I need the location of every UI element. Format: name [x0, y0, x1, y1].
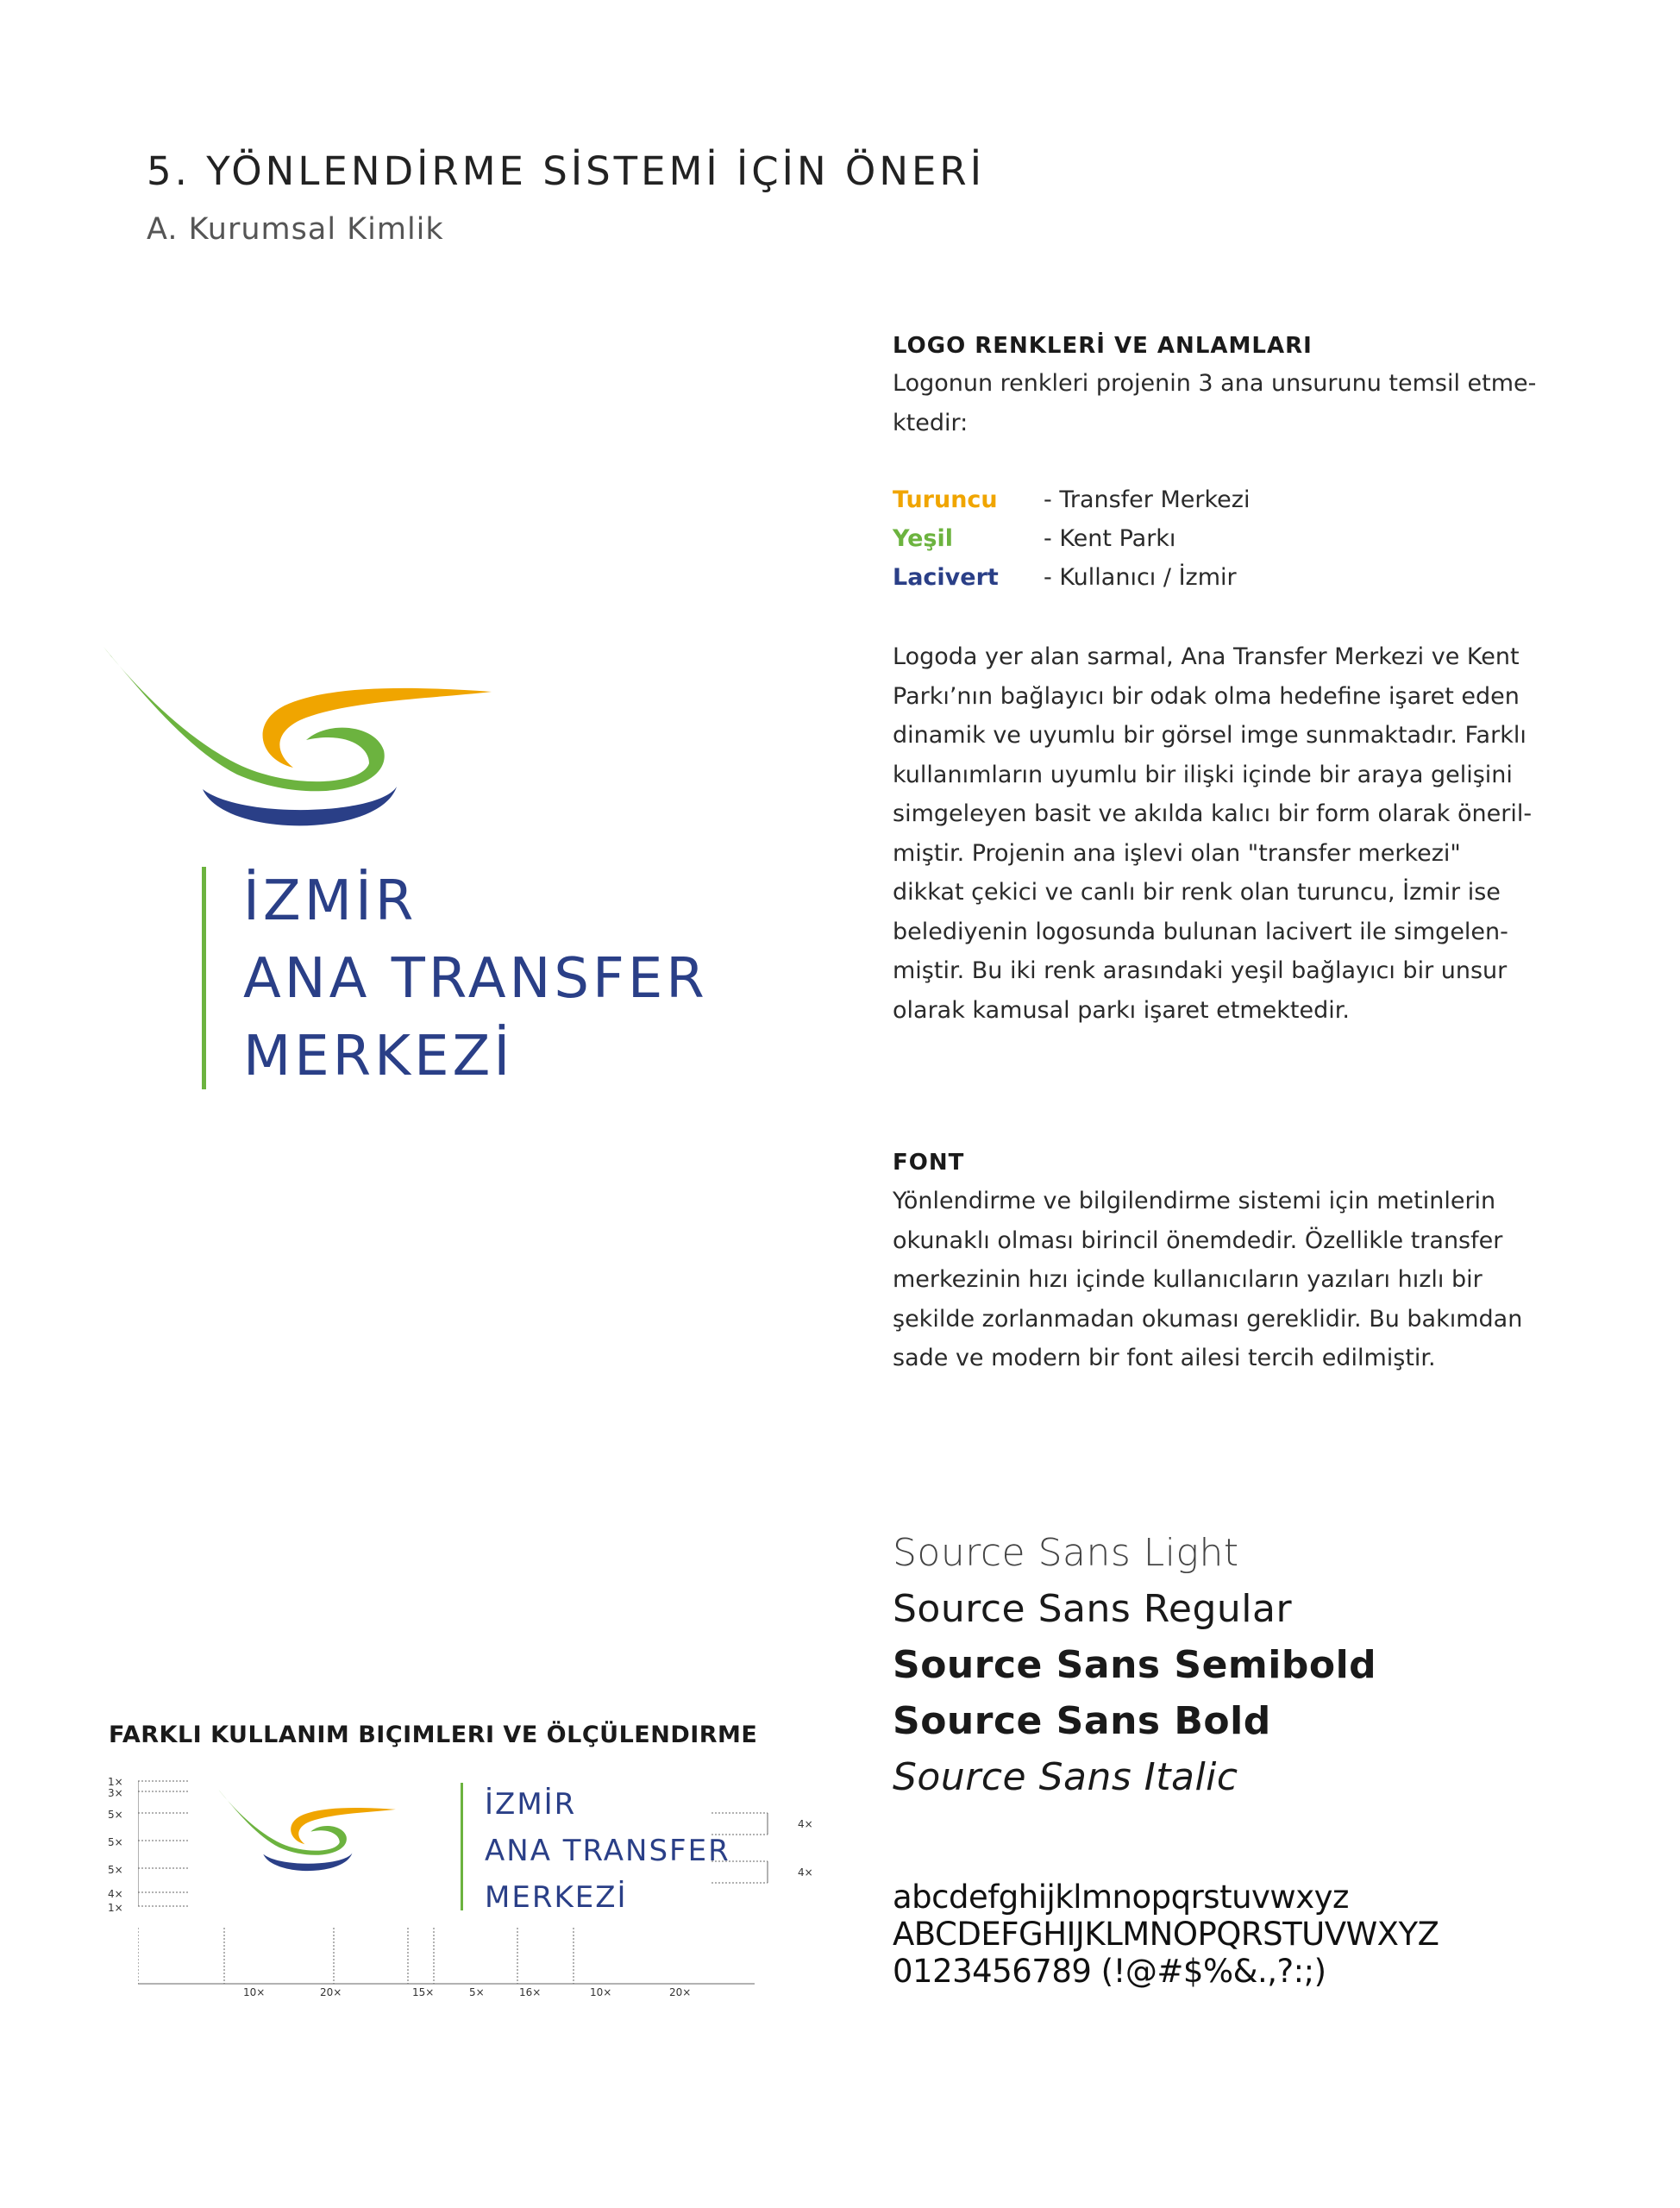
dim-left: 5× — [108, 1836, 123, 1848]
logo-description — [893, 637, 1532, 1030]
description-line: belediyenin logosunda bulunan lacivert ile simgelen- — [893, 918, 1508, 945]
font-description-line: sade ve modern bir font ailesi tercih edilmiştir. — [893, 1345, 1436, 1371]
description-line: simgeleyen basit ve akılda kalıcı bir form olarak öneril- — [893, 800, 1533, 827]
font-sample-regular: Source Sans Regular — [893, 1587, 1293, 1631]
description-line: Parkı’nın bağlayıcı bir odak olma hedefine işaret eden — [893, 682, 1520, 710]
color-meaning: - Transfer Merkezi — [1044, 486, 1251, 513]
small-logo-line-ana-transfer: ANA TRANSFER — [485, 1834, 730, 1868]
glyphs-numbers: 0123456789 (!@#$%&.,?:;) — [893, 1953, 1326, 1990]
description-line: miştir. Bu iki renk arasındaki yeşil bağlayıcı bir unsur — [893, 957, 1508, 984]
dimension-diagram — [103, 1772, 819, 2014]
dim-right: 4× — [798, 1818, 813, 1830]
logo-swirl-icon — [95, 638, 509, 845]
logo-divider — [202, 867, 206, 1089]
color-meaning: - Kent Parkı — [1044, 525, 1176, 552]
font-description — [893, 1182, 1522, 1378]
glyphs-uppercase: ABCDEFGHIJKLMNOPQRSTUVWXYZ — [893, 1916, 1439, 1953]
small-logo-divider — [461, 1783, 463, 1910]
dim-bottom: 15× — [412, 1986, 435, 1998]
dim-left: 5× — [108, 1864, 123, 1876]
description-line: miştir. Projenin ana işlevi olan "transfer merkezi" — [893, 839, 1461, 867]
color-meaning: - Kullanıcı / İzmir — [1044, 564, 1237, 591]
font-sample-bold: Source Sans Bold — [893, 1699, 1271, 1743]
font-sample-italic: Source Sans Italic — [893, 1755, 1238, 1799]
dim-bottom: 20× — [320, 1986, 342, 1998]
page-subtitle: A. Kurumsal Kimlik — [147, 212, 444, 247]
dim-bottom: 16× — [519, 1986, 542, 1998]
logo-line-ana-transfer: ANA TRANSFER — [243, 947, 708, 1011]
dim-left: 3× — [108, 1787, 123, 1799]
dim-left: 5× — [108, 1809, 123, 1821]
color-name: Turuncu — [893, 486, 998, 513]
small-logo-line-merkezi: MERKEZİ — [485, 1880, 628, 1915]
dim-left: 1× — [108, 1902, 123, 1914]
small-logo-line-izmir: İZMİR — [485, 1787, 577, 1822]
logo-line-izmir: İZMİR — [243, 869, 417, 933]
dim-left: 4× — [108, 1888, 123, 1900]
small-logo-swirl-icon — [214, 1783, 404, 1882]
glyphs-lowercase: abcdefghijklmnopqrstuvwxyz — [893, 1879, 1349, 1916]
dim-bottom: 10× — [243, 1986, 266, 1998]
description-line: Logoda yer alan sarmal, Ana Transfer Merkezi ve Kent — [893, 643, 1520, 670]
font-description-line: şekilde zorlanmadan okuması gereklidir. Bu bakımdan — [893, 1305, 1523, 1333]
logo-wordmark — [243, 862, 708, 1095]
logo-colors-heading: LOGO RENKLERİ VE ANLAMLARI — [893, 333, 1313, 359]
logo-colors-intro — [893, 364, 1536, 442]
dim-left: 1× — [108, 1776, 123, 1788]
logo-line-merkezi: MERKEZİ — [243, 1025, 514, 1088]
usage-heading: FARKLI KULLANIM BIÇIMLERI VE ÖLÇÜLENDIRME — [109, 1722, 758, 1748]
dim-bottom: 5× — [469, 1986, 485, 1998]
font-sample-light: Source Sans Light — [893, 1531, 1239, 1575]
description-line: dinamik ve uyumlu bir görsel imge sunmaktadır. Farklı — [893, 722, 1526, 749]
dim-bottom: 10× — [590, 1986, 612, 1998]
intro-line: ktedir: — [893, 409, 969, 436]
font-description-line: Yönlendirme ve bilgilendirme sistemi için metinlerin — [893, 1188, 1496, 1214]
page-title: 5. YÖNLENDİRME SİSTEMİ İÇİN ÖNERİ — [147, 148, 985, 194]
color-name: Yeşil — [893, 525, 953, 552]
description-line: kullanımların uyumlu bir ilişki içinde bir araya gelişini — [893, 761, 1513, 788]
intro-line: Logonun renkleri projenin 3 ana unsurunu temsil etme- — [893, 370, 1537, 397]
font-heading: FONT — [893, 1150, 965, 1176]
color-name: Lacivert — [893, 564, 999, 591]
small-logo-wordmark — [485, 1781, 730, 1921]
font-sample-semibold: Source Sans Semibold — [893, 1643, 1377, 1687]
dim-bottom: 20× — [669, 1986, 692, 1998]
font-description-line: merkezinin hızı içinde kullanıcıların yazıları hızlı bir — [893, 1266, 1483, 1293]
font-description-line: okunaklı olması birincil önemdedir. Özellikle transfer — [893, 1226, 1503, 1254]
dim-right: 4× — [798, 1866, 813, 1879]
description-line: olarak kamusal parkı işaret etmektedir. — [893, 996, 1350, 1024]
description-line: dikkat çekici ve canlı bir renk olan turuncu, İzmir ise — [893, 879, 1501, 906]
